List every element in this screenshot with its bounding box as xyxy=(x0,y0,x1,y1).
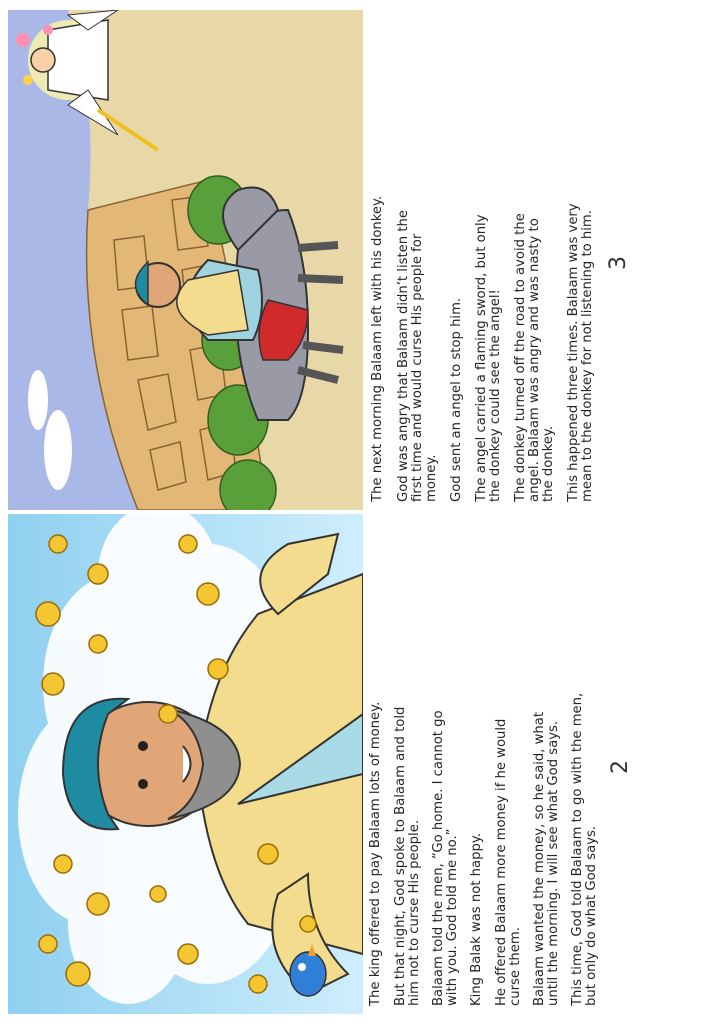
text-line: the donkey. xyxy=(541,425,556,502)
text-line: God sent an angel to stop him. xyxy=(449,297,464,502)
text-line: The king offered to pay Balaam lots of money. xyxy=(368,701,383,1006)
text-line: The next morning Balaam left with his donkey. xyxy=(370,195,385,502)
text-line: The angel carried a flaming sword, but only xyxy=(474,214,489,502)
text-line: He offered Balaam more money if he would xyxy=(494,718,509,1006)
text-line: King Balak was not happy. xyxy=(469,833,484,1006)
text-line: but only do what God says. xyxy=(584,825,599,1006)
text-line: until the morning. I will see what God says. xyxy=(546,720,561,1006)
page-number: 2 xyxy=(608,760,633,774)
text-line: Balaam told the men, “Go home. I cannot go xyxy=(431,710,446,1006)
text-line: Balaam wanted the money, so he said, what xyxy=(532,711,547,1006)
text-line: This happened three times. Balaam was very xyxy=(566,203,581,502)
page-3-panel xyxy=(8,10,724,510)
text-line: the donkey could see the angel! xyxy=(488,289,503,502)
page-3-illustration xyxy=(8,10,363,510)
text-line: first time and would curse His people for xyxy=(410,233,425,502)
text-line: But that night, God spoke to Balaam and told xyxy=(393,706,408,1006)
page-3 xyxy=(8,10,724,510)
text-line: him not to curse His people. xyxy=(407,819,422,1006)
page-number: 3 xyxy=(606,256,631,270)
text-line: mean to the donkey for not listening to him. xyxy=(580,210,595,502)
text-line: God was angry that Balaam didn’t listen the xyxy=(396,210,411,502)
text-line: with you. God told me no.” xyxy=(445,828,460,1006)
page-2-panel xyxy=(8,514,724,1014)
text-line: The donkey turned off the road to avoid the xyxy=(513,213,528,502)
text-line: money. xyxy=(424,454,439,502)
text-line: angel. Balaam was angry and was nasty to xyxy=(527,218,542,502)
text-line: curse them. xyxy=(508,927,523,1006)
text-line: This time, God told Balaam to go with the men, xyxy=(570,692,585,1006)
page-2-illustration xyxy=(8,514,363,1014)
page-2 xyxy=(8,514,724,1014)
